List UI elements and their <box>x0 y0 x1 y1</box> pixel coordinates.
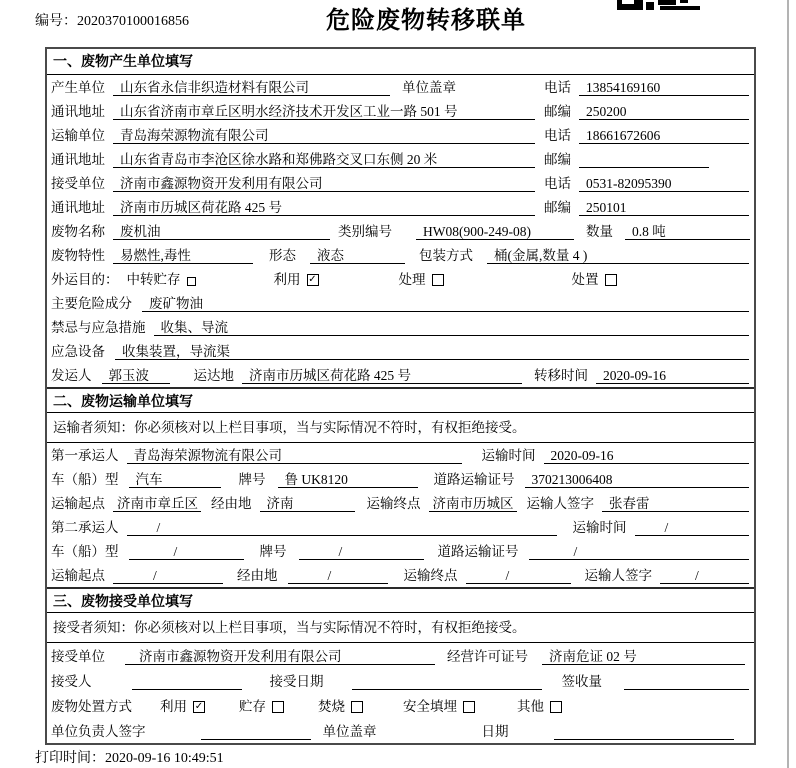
purpose-treat-checkbox <box>432 274 444 286</box>
document-number-value: 2020370100016856 <box>77 14 189 29</box>
section2-notice: 运输者须知：你必须核对以上栏目事项，当与实际情况不符时，有权拒绝接受。 <box>47 413 754 443</box>
row-producer-address <box>47 99 754 123</box>
receiver-address-label: 通讯地址 <box>51 200 105 215</box>
row-consignor <box>47 363 754 387</box>
section1-title: 一、废物产生单位填写 <box>47 49 754 75</box>
signed-quantity-label: 签收量 <box>561 674 602 689</box>
transfer-purpose-label: 外运目的： <box>51 272 119 287</box>
purpose-option-dispose <box>572 268 617 288</box>
license-number-label: 经营许可证号 <box>447 649 528 664</box>
row-transport-address <box>47 147 754 171</box>
receiver-phone-value: 0531-82095390 <box>579 175 749 192</box>
disposal-utilize-label: 利用 <box>160 699 187 714</box>
purpose-option-storage <box>127 268 196 288</box>
disposal-option-utilize <box>160 695 205 715</box>
disposal-option-incinerate <box>318 695 363 715</box>
row-receiver-unit <box>47 171 754 195</box>
waste-quantity-value: 0.8 吨 <box>625 223 750 240</box>
route1-via-value: 济南 <box>260 495 355 512</box>
transport-unit-label: 运输单位 <box>51 128 105 143</box>
second-carrier-label: 第二承运人 <box>51 520 119 535</box>
print-time-value: 2020-09-16 10:49:51 <box>105 751 224 766</box>
transport-time2-value: / <box>635 519 750 536</box>
plate-number1-label: 牌号 <box>238 472 266 487</box>
route1-end-value: 济南市历城区 <box>429 495 517 512</box>
waste-name-label: 废物名称 <box>51 224 105 239</box>
section3-title: 三、废物接受单位填写 <box>47 587 754 613</box>
producer-address-value: 山东省济南市章丘区明水经济技术开发区工业一路 501 号 <box>113 103 535 120</box>
consignor-label: 发运人 <box>51 368 92 383</box>
row-vehicle2 <box>47 539 754 563</box>
disposal-option-landfill <box>403 695 475 715</box>
row-waste-property <box>47 243 754 267</box>
waste-quantity-label: 数量 <box>586 224 613 239</box>
packing-method-label: 包装方式 <box>419 248 473 263</box>
row-emergency-equipment <box>47 339 754 363</box>
disposal-landfill-label: 安全填埋 <box>403 699 457 714</box>
row-emergency-measures <box>47 315 754 339</box>
responsible-signature-value <box>201 723 311 740</box>
transport-address-value: 山东省青岛市李沧区徐水路和郑佛路交叉口东侧 20 米 <box>113 151 535 168</box>
receiver-address-value: 济南市历城区荷花路 425 号 <box>113 199 535 216</box>
receiver-phone-label: 电话 <box>544 176 571 191</box>
emergency-equipment-value: 收集装置，导流渠 <box>115 343 749 360</box>
waste-form-value: 液态 <box>310 247 405 264</box>
print-time-label: 打印时间： <box>35 751 105 766</box>
row-vehicle1 <box>47 467 754 491</box>
packing-method-value: 桶(金属,数量 4 ) <box>487 247 749 264</box>
receiver-unit-value: 济南市鑫源物资开发利用有限公司 <box>113 175 535 192</box>
vehicle-type1-value: 汽车 <box>129 471 221 488</box>
route2-origin-label: 运输起点 <box>51 568 105 583</box>
row-waste-name <box>47 219 754 243</box>
purpose-dispose-checkbox <box>605 274 617 286</box>
accept-seal-date-value <box>554 723 734 740</box>
carrier2-signature-label: 运输人签字 <box>584 568 652 583</box>
disposal-landfill-checkbox <box>463 701 475 713</box>
accept-unit-value: 济南市鑫源物资开发利用有限公司 <box>125 648 435 665</box>
disposal-option-other <box>517 695 562 715</box>
disposal-method-label: 废物处置方式 <box>51 699 132 714</box>
purpose-storage-checkbox <box>187 277 196 286</box>
route2-via-label: 经由地 <box>237 568 278 583</box>
transport-phone-label: 电话 <box>544 128 571 143</box>
plate-number1-value: 鲁 UK8120 <box>278 471 418 488</box>
carrier1-signature-label: 运输人签字 <box>526 496 594 511</box>
accept-person-value <box>132 673 242 690</box>
destination-label: 运达地 <box>193 368 234 383</box>
waste-name-value: 废机油 <box>113 223 330 240</box>
plate-number2-value: / <box>299 543 424 560</box>
transport-time1-label: 运输时间 <box>481 448 536 463</box>
row-disposal-method <box>47 693 754 718</box>
route1-end-label: 运输终点 <box>366 496 421 511</box>
producer-postcode-value: 250200 <box>579 103 749 120</box>
producer-phone-label: 电话 <box>544 80 571 95</box>
first-carrier-label: 第一承运人 <box>51 448 119 463</box>
transport-phone-value: 18661672606 <box>579 127 749 144</box>
waste-category-value: HW08(900-249-08) <box>416 223 574 240</box>
accept-date-label: 接受日期 <box>269 674 324 689</box>
road-permit2-label: 道路运输证号 <box>437 544 519 559</box>
transport-postcode-label: 邮编 <box>544 152 571 167</box>
print-time <box>35 747 224 767</box>
manifest-form-table <box>45 47 756 745</box>
road-permit1-label: 道路运输证号 <box>433 472 515 487</box>
purpose-utilize-checkbox: ✓ <box>308 274 317 285</box>
row-route1 <box>47 491 754 515</box>
license-number-value: 济南危证 02 号 <box>542 648 745 665</box>
receiver-postcode-label: 邮编 <box>544 200 571 215</box>
row-transfer-purpose <box>47 267 754 291</box>
page-right-edge <box>787 0 789 768</box>
route1-via-label: 经由地 <box>211 496 252 511</box>
row-transport-unit <box>47 123 754 147</box>
transport-address-label: 通讯地址 <box>51 152 105 167</box>
purpose-dispose-label: 处置 <box>571 272 599 287</box>
purpose-utilize-label: 利用 <box>273 272 301 287</box>
destination-value: 济南市历城区荷花路 425 号 <box>242 367 522 384</box>
waste-property-label: 废物特性 <box>51 248 105 263</box>
hazard-component-value: 废矿物油 <box>142 295 749 312</box>
transfer-date-value: 2020-09-16 <box>596 367 749 384</box>
route2-end-label: 运输终点 <box>403 568 458 583</box>
plate-number2-label: 牌号 <box>259 544 287 559</box>
producer-phone-value: 13854169160 <box>579 79 749 96</box>
transfer-date-label: 转移时间 <box>534 368 588 383</box>
section2-title: 二、废物运输单位填写 <box>47 387 754 413</box>
row-hazard-component <box>47 291 754 315</box>
purpose-option-treat <box>399 268 444 288</box>
consignor-value: 郭玉波 <box>102 367 170 384</box>
vehicle-type2-label: 车（船）型 <box>51 544 119 559</box>
transport-unit-value: 青岛海荣源物流有限公司 <box>113 127 535 144</box>
disposal-option-store <box>239 695 284 715</box>
row-route2 <box>47 563 754 587</box>
purpose-option-utilize <box>274 268 319 288</box>
row-receiver-address <box>47 195 754 219</box>
section3-notice: 接受者须知：你必须核对以上栏目事项，当与实际情况不符时，有权拒绝接受。 <box>47 613 754 643</box>
first-carrier-value: 青岛海荣源物流有限公司 <box>127 447 462 464</box>
row-accept-unit <box>47 643 754 668</box>
accept-unit-seal-label: 单位盖章 <box>322 724 377 739</box>
row-producer-unit <box>47 75 754 99</box>
waste-category-label: 类别编号 <box>338 224 392 239</box>
accept-person-label: 接受人 <box>51 674 92 689</box>
disposal-incinerate-checkbox <box>351 701 363 713</box>
disposal-store-label: 贮存 <box>239 699 266 714</box>
waste-form-label: 形态 <box>269 248 296 263</box>
route1-origin-value: 济南市章丘区 <box>113 495 201 512</box>
producer-unit-label: 产生单位 <box>51 80 105 95</box>
accept-unit-label: 接受单位 <box>51 649 105 664</box>
route2-end-value: / <box>466 567 571 584</box>
purpose-treat-label: 处理 <box>398 272 426 287</box>
road-permit2-value: / <box>529 543 750 560</box>
receiver-unit-label: 接受单位 <box>51 176 105 191</box>
disposal-utilize-checkbox: ✓ <box>194 701 204 712</box>
responsible-signature-label: 单位负责人签字 <box>51 724 146 739</box>
producer-unit-value: 山东省永信非织造材料有限公司 <box>113 79 390 96</box>
carrier1-signature-value: 张春雷 <box>602 495 749 512</box>
row-second-carrier <box>47 515 754 539</box>
transport-time2-label: 运输时间 <box>572 520 627 535</box>
transport-postcode-value <box>579 151 709 168</box>
transport-time1-value: 2020-09-16 <box>544 447 750 464</box>
signed-quantity-value <box>624 673 749 690</box>
emergency-measures-value: 收集、导流 <box>154 319 750 336</box>
route2-via-value: / <box>288 567 388 584</box>
disposal-incinerate-label: 焚烧 <box>318 699 345 714</box>
producer-address-label: 通讯地址 <box>51 104 105 119</box>
producer-postcode-label: 邮编 <box>544 104 571 119</box>
receiver-postcode-value: 250101 <box>579 199 749 216</box>
vehicle-type2-value: / <box>129 543 244 560</box>
document-number-label: 编号： <box>35 14 77 29</box>
row-responsible-signature <box>47 718 754 743</box>
route1-origin-label: 运输起点 <box>51 496 105 511</box>
page-title: 危险废物转移联单 <box>326 7 526 34</box>
disposal-store-checkbox <box>272 701 284 713</box>
route2-origin-value: / <box>113 567 223 584</box>
emergency-equipment-label: 应急设备 <box>51 344 105 359</box>
accept-seal-date-label: 日期 <box>481 724 509 739</box>
unit-seal-label: 单位盖章 <box>402 80 456 95</box>
road-permit1-value: 370213006408 <box>525 471 750 488</box>
disposal-other-label: 其他 <box>517 699 544 714</box>
disposal-other-checkbox <box>550 701 562 713</box>
vehicle-type1-label: 车（船）型 <box>51 472 119 487</box>
emergency-measures-label: 禁忌与应急措施 <box>51 320 146 335</box>
accept-date-value <box>352 673 542 690</box>
hazard-component-label: 主要危险成分 <box>51 296 132 311</box>
carrier2-signature-value: / <box>660 567 749 584</box>
purpose-storage-label: 中转贮存 <box>126 272 181 287</box>
row-accept-person <box>47 668 754 693</box>
second-carrier-value: / <box>127 519 557 536</box>
row-first-carrier <box>47 443 754 467</box>
waste-property-value: 易燃性,毒性 <box>113 247 253 264</box>
